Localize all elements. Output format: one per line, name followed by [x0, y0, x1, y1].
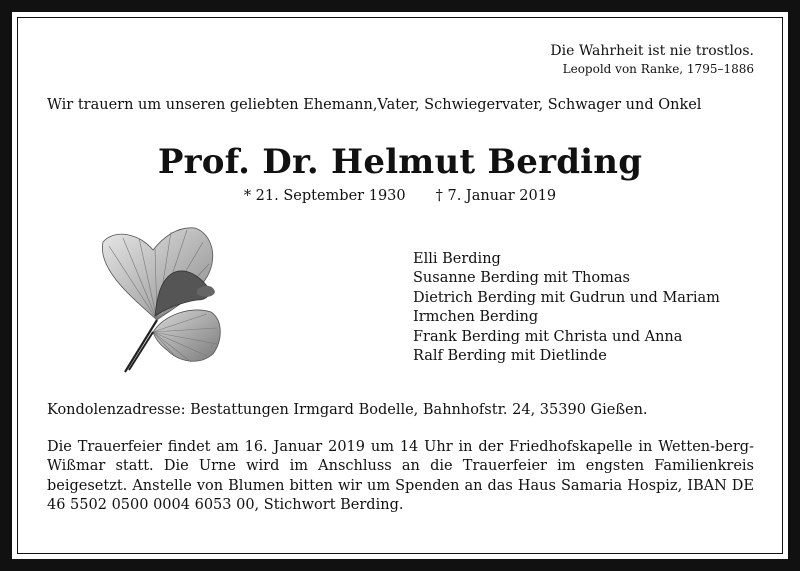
condolence-address: Kondolenzadresse: Bestattungen Irmgard Bodelle, Bahnhofstr. 24, 35390 Gießen.: [47, 402, 648, 418]
family-member: Irmchen Berding: [413, 309, 539, 326]
quote-text: Die Wahrheit ist nie trostlos.: [550, 43, 754, 59]
death-date: † 7. Januar 2019: [435, 188, 557, 204]
quote-author: Leopold von Ranke, 1795–1886: [562, 62, 754, 76]
family-member: Elli Berding: [413, 251, 501, 267]
intro-line: Wir trauern um unseren geliebten Ehemann,Vater, Schwiegervater, Schwager und Onkel: [47, 97, 702, 113]
life-dates: [0, 188, 800, 204]
family-member: Dietrich Berding mit Gudrun und Mariam: [413, 289, 720, 306]
family-member: Susanne Berding mit Thomas: [413, 270, 630, 287]
family-list: [413, 250, 720, 366]
service-notice: Die Trauerfeier findet am 16. Januar 2019 um 14 Uhr in der Friedhofskapelle in Wetten-berg-Wißmar statt. Die Urne wird im Anschluss an die Trauerfeier im engsten Familienkreis beigesetzt. Anstelle von Blumen bitten wir um Spenden an das Haus Samaria Hospiz, IBAN DE 46 5502 0500 0004 6053 00, Stichwort Berding.: [47, 439, 754, 514]
deceased-name: Prof. Dr. Helmut Berding: [157, 142, 643, 182]
family-member: Frank Berding mit Christa und Anna: [413, 328, 683, 345]
epigraph: [550, 42, 754, 78]
birth-date: * 21. September 1930: [243, 188, 406, 204]
ginkgo-leaf-icon: [95, 220, 235, 380]
family-member: Ralf Berding mit Dietlinde: [413, 348, 607, 365]
